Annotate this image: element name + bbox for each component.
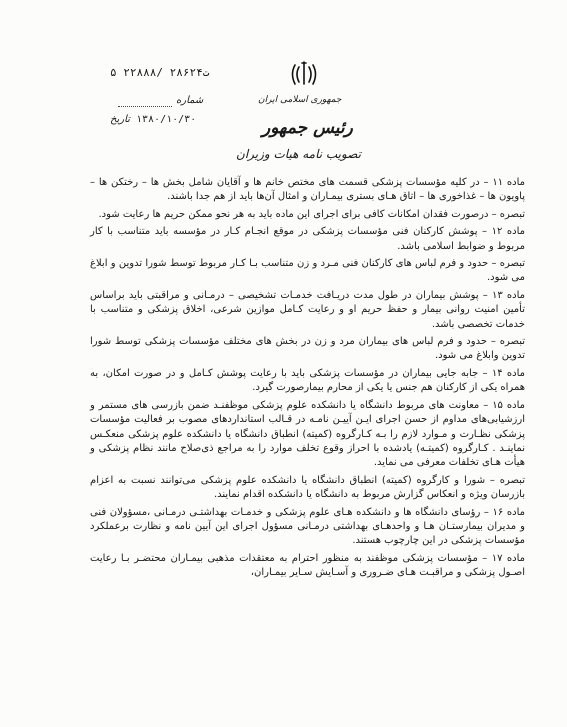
article-11: ماده ۱۱ – در کلیه مؤسسات پزشکی قسمت های مختص خانم ها و آقایان شامل بخش ها – رختکن ها – پاویون ها – غذاخوری ها – اتاق هـای بستری بیمـاران و امثال آن‌ها باید از هم جدا باشند. [90, 177, 525, 203]
note-15: تبصره – شورا و کارگروه (کمیته) انطباق دانشگاه یا دانشکده علوم پزشکی می‌توانند نسبت به اعزام بازرسان ویژه و انعکاس گزارش مربوط به دانشگاه یا دانشکده اقدام نمایند. [90, 474, 525, 501]
organization-name: جمهوری اسلامی ایران [258, 95, 342, 105]
article-13: ماده ۱۳ – پوشش بیماران در طول مدت دریـافت خدمـات تشخیصی – درمـانی و مراقبتی باید براساس تأمین امنیت روانی بیمار و حفظ حریم او و رعایت کـامل موازین شرعی، اخلاق پزشکی و متناسب با خدمات تخصصی باشد. [90, 289, 525, 330]
date-value: ۱۳۸۰/۱۰/۳۰ [136, 114, 197, 125]
number-label: شماره [176, 95, 204, 106]
date-label: تاریخ [110, 114, 130, 125]
note-13: تبصره – حدود و فرم لباس های بیماران مرد و زن در بخش های مختلف مؤسسات پزشکی توسط شورا تدوین وابلاغ می شود. [90, 336, 525, 362]
article-16: ماده ۱۶ – رؤسای دانشگاه ها و دانشکده هـای علوم پزشکی و خدمـات بهداشتـی درمـانی ،مسؤولان فنی و مدیران بیمارستـان هـا و واحدهـای بهداشتی درمـانی مسؤول اجرای این آیین نامه و نظارت برعملکرد مؤسسات پزشکی در این چارچوب هستند. [90, 506, 525, 547]
document-body [90, 176, 525, 584]
article-12: ماده ۱۲ – پوشش کارکنان فنی مؤسسات پزشکی در موقع انجـام کـار در مؤسسه باید متناسب با کار مربوط و ضوابط اسلامی باشد. [90, 226, 525, 252]
article-14: ماده ۱۴ – جابه جایی بیماران در مؤسسات پزشکی باید با رعایت پوشش کـامل و در صورت امکان، به همراه یکی از کارکنان هم جنس یا یکی از محارم بیمارصورت گیرد. [90, 367, 525, 394]
article-17: ماده ۱۷ – مؤسسات پزشکی موظفند به منظور احترام به معتقدات مذهبی بیمـاران محتضـر بـا رعایت اصـول پزشکی و مراقبـت هـای ضـروری و آسـایش سـایر بیمـاران، [90, 552, 525, 579]
document-subtitle: تصویب نامه هیات وزیران [236, 147, 361, 161]
article-15: ماده ۱۵ – معاونت های مربوط دانشگاه یا دانشکده علوم پزشکی موظفنـد ضمن بازرسی های مستمر و ارزشیابی‌های مداوم از حسن اجرای ایـن آییـن نامـه در قـالب استانداردهای مصوب بر فعالیت مؤسسات پزشکی نظـارت و مـوارد لازم را بـه کـارگروه (کمیته) انطباق دانشگاه یا دانشکده علوم پزشکی منعکـس نماینـد . کـارگروه (کمیتـه) یادشده با احراز وقوع تخلف موارد را به مراجع ذی‌صلاح مانند نظام پزشکی و هیأت هـای تخلفات معرفی می نماید. [90, 399, 525, 469]
emblem-icon [289, 59, 319, 89]
note-12: تبصره – حدود و فرم لباس های کارکنان فنی مـرد و زن متناسب بـا کـار مربوط توسط شورا تدوین و ابلاغ می شود. [90, 258, 525, 284]
number-line [118, 106, 172, 107]
note-11: تبصره – درصورت فقدان امکانات کافی برای اجرای این ماده باید به هر نحو ممکن حریم ها رعایت شود. [98, 208, 525, 220]
office-title: رئیس جمهور [262, 118, 353, 138]
reference-number: ۵ ۲۲۸۸۸/ ت۲۸۶۲۴ [110, 66, 210, 79]
